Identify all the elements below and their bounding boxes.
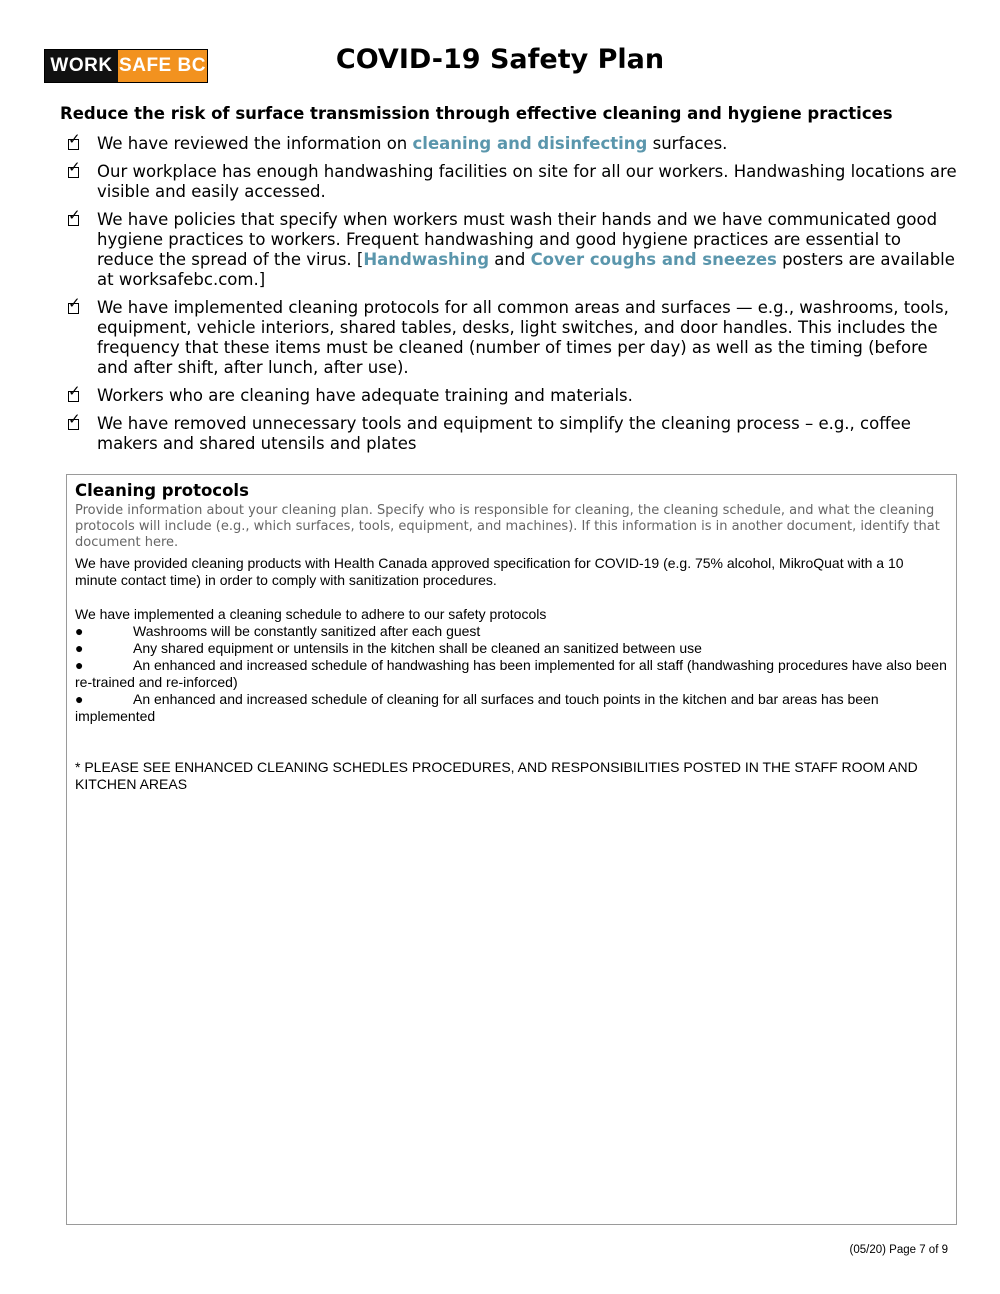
cleaning-protocols-box[interactable]	[66, 474, 957, 1225]
checkmark-icon: ✓	[68, 410, 81, 428]
checkbox[interactable]	[68, 158, 81, 178]
item-text: Our workplace has enough handwashing facilities on site for all our workers. Handwashing locations are visible and easily accessed.	[97, 162, 957, 201]
bullet-text: Washrooms will be constantly sanitized after each guest	[133, 623, 481, 639]
products-paragraph: We have provided cleaning products with Health Canada approved specification for COVID-19 (e.g. 75% alcohol, MikroQuat with a 10 minute contact time) in order to comply with sanitization procedures.	[75, 555, 904, 588]
item-text: We have implemented cleaning protocols for all common areas and surfaces — e.g., washrooms, tools, equipment, vehicle interiors, shared tables, desks, light switches, and door handles. This includes the frequency that these items must be cleaned (number of times per day) as well as the timing (before and after shift, after lunch, after use).	[97, 298, 949, 377]
checkbox[interactable]	[68, 294, 81, 314]
checkmark-icon: ✓	[68, 158, 81, 176]
bullet-icon: ●	[75, 657, 84, 673]
bullet-icon: ●	[75, 640, 84, 656]
bullet-icon: ●	[75, 623, 84, 639]
checklist-item	[68, 410, 958, 454]
logo-safe-text: SAFE BC	[118, 50, 207, 82]
schedule-paragraph: We have implemented a cleaning schedule to adhere to our safety protocols	[75, 606, 547, 622]
item-text-pre: We have reviewed the information on	[97, 134, 413, 153]
bullet-text: An enhanced and increased schedule of handwashing has been implemented for all staff (handwashing procedures have also been re-trained and re-inforced)	[75, 657, 947, 690]
cleaning-protocols-text[interactable]	[75, 555, 948, 793]
cover-coughs-link[interactable]: Cover coughs and sneezes	[530, 250, 777, 269]
logo-work-text: WORK	[50, 55, 113, 76]
item-text-post: surfaces.	[647, 134, 728, 153]
checklist-item	[68, 382, 958, 406]
checklist-item	[68, 130, 958, 154]
bullet-icon: ●	[75, 691, 84, 707]
item-text-pre: We have policies that specify when workers must wash their hands and we have communicated good hygiene practices to workers. Frequent handwashing and good hygiene practices are essential to reduce the spread of the virus. [	[97, 210, 938, 269]
page-footer: (05/20) Page 7 of 9	[849, 1244, 948, 1256]
checkbox[interactable]	[68, 206, 81, 226]
checklist	[68, 130, 958, 462]
item-text: Workers who are cleaning have adequate training and materials.	[97, 386, 633, 405]
checkbox[interactable]	[68, 130, 81, 150]
checkmark-icon: ✓	[68, 382, 81, 400]
handwashing-link[interactable]: Handwashing	[363, 250, 490, 269]
checklist-item	[68, 294, 958, 378]
bullet-item	[75, 691, 948, 725]
cleaning-disinfecting-link[interactable]: cleaning and disinfecting	[412, 134, 648, 153]
bullet-text: Any shared equipment or untensils in the kitchen shall be cleaned an sanitized between use	[133, 640, 702, 656]
bullet-item	[75, 640, 948, 657]
bullet-item	[75, 657, 948, 691]
item-text-post: posters are available at worksafebc.com.]	[97, 250, 955, 289]
checkmark-icon: ✓	[68, 130, 81, 148]
staff-room-note: * PLEASE SEE ENHANCED CLEANING SCHEDLES PROCEDURES, AND RESPONSIBILITIES POSTED IN THE STAFF ROOM AND KITCHEN AREAS	[75, 759, 918, 792]
page-title: COVID-19 Safety Plan	[335, 44, 665, 75]
bullet-text: An enhanced and increased schedule of cleaning for all surfaces and touch points in the kitchen and bar areas has been implemented	[75, 691, 879, 724]
checkmark-icon: ✓	[68, 206, 81, 224]
cleaning-protocols-help: Provide information about your cleaning plan. Specify who is responsible for cleaning, the cleaning schedule, and what the cleaning protocols will include (e.g., which surfaces, tools, equipment, and machines). If this information is in another document, identify that document here.	[75, 503, 940, 550]
checklist-item	[68, 206, 958, 290]
cleaning-protocols-heading: Cleaning protocols	[75, 481, 249, 500]
checklist-item	[68, 158, 958, 202]
checkmark-icon: ✓	[68, 294, 81, 312]
section-heading: Reduce the risk of surface transmission through effective cleaning and hygiene practices	[60, 104, 893, 123]
item-text: We have removed unnecessary tools and equipment to simplify the cleaning process – e.g., coffee makers and shared utensils and plates	[97, 414, 911, 453]
item-text-mid: and	[489, 250, 531, 269]
checkbox[interactable]	[68, 410, 81, 430]
checkbox[interactable]	[68, 382, 81, 402]
bullet-item	[75, 623, 948, 640]
